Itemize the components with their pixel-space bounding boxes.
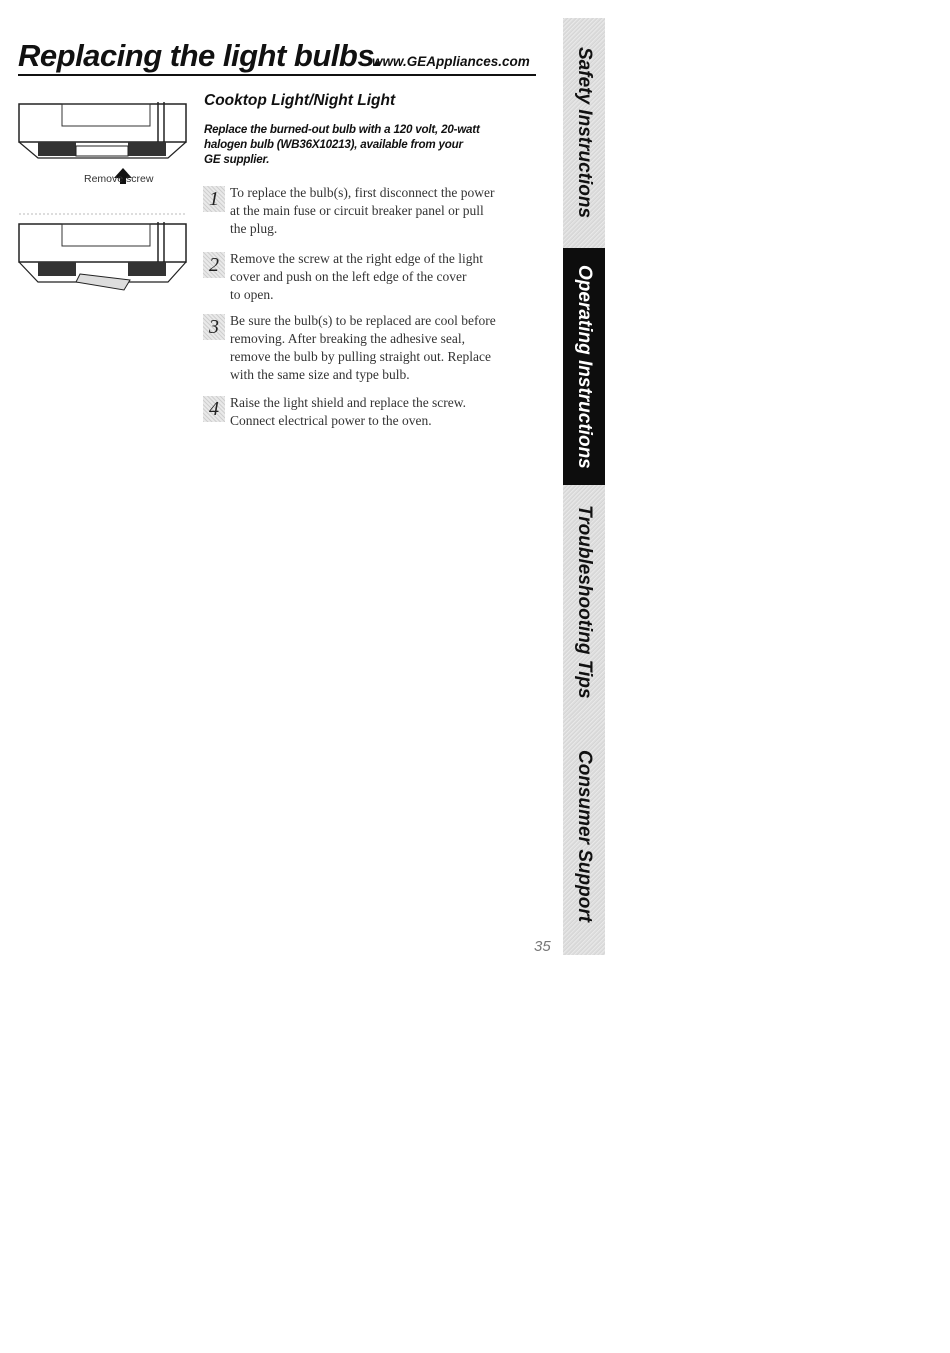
- step-line: the plug.: [230, 221, 278, 236]
- website-url: www.GEAppliances.com: [372, 54, 530, 69]
- figure-open-cover: [18, 210, 188, 300]
- step-number-badge: 4: [203, 396, 225, 422]
- replacement-bulb-note: [204, 122, 514, 167]
- step-line: Be sure the bulb(s) to be replaced are cool before: [230, 313, 496, 328]
- step-number-badge: 1: [203, 186, 225, 212]
- tab-label: Operating Instructions: [574, 264, 595, 469]
- figure-remove-screw: [18, 96, 188, 186]
- step-line: remove the bulb by pulling straight out. Replace: [230, 349, 491, 364]
- step-text: [230, 394, 540, 430]
- step-line: at the main fuse or circuit breaker panel or pull: [230, 203, 484, 218]
- step-line: Remove the screw at the right edge of the light: [230, 251, 484, 266]
- step-line: Raise the light shield and replace the screw.: [230, 395, 467, 410]
- intro-line: GE supplier.: [204, 153, 270, 166]
- step-line: to open.: [230, 287, 274, 302]
- figure-caption: Remove screw: [84, 173, 154, 185]
- tab-operating-instructions[interactable]: [563, 248, 605, 485]
- step-text: [230, 184, 540, 238]
- step-line: Connect electrical power to the oven.: [230, 413, 432, 428]
- step-text: [230, 250, 540, 304]
- step-line: removing. After breaking the adhesive seal,: [230, 331, 466, 346]
- tab-safety-instructions[interactable]: [563, 18, 605, 248]
- tab-troubleshooting-tips[interactable]: [563, 485, 605, 718]
- step-number-badge: 2: [203, 252, 225, 278]
- intro-line: halogen bulb (WB36X10213), available from your: [204, 138, 463, 151]
- section-title: Cooktop Light/Night Light: [204, 92, 396, 109]
- tab-label: Safety Instructions: [574, 47, 595, 219]
- step-text: [230, 312, 540, 384]
- page-number: 35: [534, 938, 551, 955]
- title-rule: [18, 74, 536, 76]
- step-number-badge: 3: [203, 314, 225, 340]
- step-line: cover and push on the left edge of the cover: [230, 269, 467, 284]
- microwave-open-cover-illustration: [18, 210, 188, 300]
- intro-line: Replace the burned-out bulb with a 120 volt, 20-watt: [204, 123, 480, 136]
- page-title: Replacing the light bulbs.: [18, 38, 383, 73]
- tab-consumer-support[interactable]: [563, 718, 605, 955]
- tab-label: Troubleshooting Tips: [574, 504, 595, 699]
- step-line: To replace the bulb(s), first disconnect the power: [230, 185, 495, 200]
- step-line: with the same size and type bulb.: [230, 367, 410, 382]
- tab-label: Consumer Support: [574, 750, 595, 923]
